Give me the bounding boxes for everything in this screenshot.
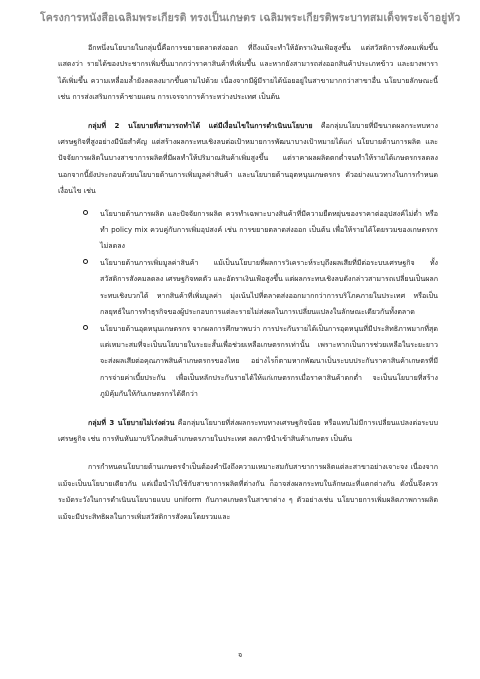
list-item [90, 206, 438, 255]
list-item [90, 321, 438, 403]
circle-bullet-icon [83, 325, 88, 330]
list-item-text: นโยบายด้านอุดหนุนเกษตรกร จากผลการศึกษาพบว่า การประกันรายได้เป็นการอุดหนุนที่มีประสิทธิภาพมากที่สุด แต่เหมาะสมที่จะเป็นนโยบายในระยะสั้นเพื่อช่วยเหลือเกษตรกรเท่านั้น เพราะหากเป็นการช่วยเหลือในระยะยาวจะส่งผลเสียต่อคุณภาพสินค้าเกษตรกรของไทย อย่างไรก็ตามหากพัฒนาเป็นระบบประกันราคาสินค้าเกษตรที่มีการจ่ายค่าเบี้ยประกัน เพื่อเป็นหลักประกันรายได้ให้แก่เกษตรกรเมื่อราคาสินค้าตกต่ำ จะเป็นนโยบายที่สร้างภูมิคุ้มกันให้กับเกษตรกรได้ดีกว่า [100, 323, 438, 399]
group-2-heading: กลุ่มที่ 2 นโยบายที่สามารถทำได้ แต่มีเงื่อนไขในการดำเนินนโยบาย [88, 120, 313, 130]
document-body [58, 40, 438, 537]
group-3-heading: กลุ่มที่ 3 นโยบายไม่เร่งด่วน [88, 417, 175, 427]
circle-bullet-icon [83, 210, 88, 215]
list-item [90, 255, 438, 321]
condition-list [58, 206, 438, 403]
paragraph-group-2 [58, 118, 438, 200]
circle-bullet-icon [83, 259, 88, 264]
page-number: จ [237, 651, 243, 659]
group-3-text: คือกลุ่มนโยบายที่ส่งผลกระทบทางเศรษฐกิจน้อย หรือแทบไม่มีการเปลี่ยนแปลงต่อระบบเศรษฐกิจ เช่น การหันหันมาบริโภคสินค้าเกษตรภายในประเทศ ลดภาษีนำเข้าสินค้าเกษตร เป็นต้น [58, 417, 438, 443]
paragraph-export-policy: อีกหนึ่งนโยบายในกลุ่มนี้คือการขยายตลาดส่งออก ที่ถึงแม้จะทำให้อัตราเงินเฟ้อสูงขึ้น แต่สวัสดิการสังคมเพิ่มขึ้น แสดงว่า รายได้ของประชากรเพิ่มขึ้นมากกว่าราคาสินค้าที่เพิ่มขึ้น และหากยังสามารถส่งออกสินค้าประเภทข้าว และยางพารา ได้เพิ่มขึ้น ความเหลื่อมล้ำยังลดลงมากขึ้นตามไปด้วย เนื่องจากมีผู้มีรายได้น้อยอยู่ในสาขามากกว่าสาขาอื่น นโยบายลักษณะนี้เช่น การส่งเสริมการค้าชายแดน การเจรจาการค้าระหว่างประเทศ เป็นต้น [58, 43, 438, 102]
running-header: โครงการหนังสือเฉลิมพระเกียรติ ทรงเป็นเกษตร เฉลิมพระเกียรติพระบาทสมเด็จพระเจ้าอยู่หัว [40, 12, 461, 24]
paragraph-group-3 [58, 415, 438, 448]
paragraph-policy-design: การกำหนดนโยบายด้านเกษตรจำเป็นต้องคำนึงถึงความเหมาะสมกับสาขาการผลิตแต่ละสาขาอย่างเจาะจง เนื่องจากแม้จะเป็นนโยบายเดียวกัน แต่เมื่อนำไปใช้กับสาขาการผลิตที่ต่างกัน ก็อาจส่งผลกระทบในลักษณะที่แตกต่างกัน ดังนั้นจึงควรระมัดระวังในการดำเนินนโยบายแบบ uniform กับภาคเกษตรในสาขาต่าง ๆ ตัวอย่างเช่น นโยบายการเพิ่มผลิตภาพการผลิต แม้จะมีประสิทธิผลในการเพิ่มสวัสดิการสังคมโดยรวมและ [58, 462, 438, 521]
list-item-text: นโยบายด้านการผลิต และปัจจัยการผลิต ควรทำเฉพาะบางสินค้าที่มีความยืดหยุ่นของราคาต่ออุปสงค์ไม่ต่ำ หรือทำ policy mix ควบคู่กับการเพิ่มอุปสงค์ เช่น การขยายตลาดส่งออก เป็นต้น เพื่อให้รายได้โดยรวมของเกษตรกรไม่ลดลง [100, 208, 438, 251]
list-item-text: นโยบายด้านการเพิ่มมูลค่าสินค้า แม้เป็นนโยบายที่ผลการวิเคราะห์ระบุถึงผลเสียที่มีต่อระบบเศรษฐกิจ ทั้งสวัสดิการสังคมลดลง เศรษฐกิจหดตัว และอัตราเงินเฟ้อสูงขึ้น แต่ผลกระทบเชิงลบดังกล่าวสามารถเปลี่ยนเป็นผลกระทบเชิงบวกได้ หากสินค้าที่เพิ่มมูลค่า มุ่งเน้นไปที่ตลาดส่งออกมากกว่าการบริโภคภายในประเทศ หรือเป็นกลยุทธ์ในการทำธุรกิจของผู้ประกอบการแต่ละรายไม่ส่งผลในการเปลี่ยนแปลงในลักษณะเดียวกันทั้งตลาด [100, 257, 439, 317]
group-2-text: คือกลุ่มนโยบายที่มีขนาดผลกระทบทางเศรษฐกิจที่สูงอย่างมีนัยสำคัญ แต่สร้างผลกระทบเชิงลบต่อเป้าหมายการพัฒนาบางเป้าหมายได้แก่ นโยบายด้านการผลิต และปัจจัยการผลิตในบางสาขาการผลิตที่มีผลทำให้ปริมาณสินค้าเพิ่มสูงขึ้น แต่ราคาผลผลิตตกต่ำจนทำให้รายได้เกษตรกรลดลง นอกจากนี้ยังประกอบด้วยนโยบายด้านการเพิ่มมูลค่าสินค้า และนโยบายด้านอุตหนุนเกษตรกร ตัวอย่างแนวทางในการกำหนดเงื่อนไข เช่น [58, 120, 438, 196]
